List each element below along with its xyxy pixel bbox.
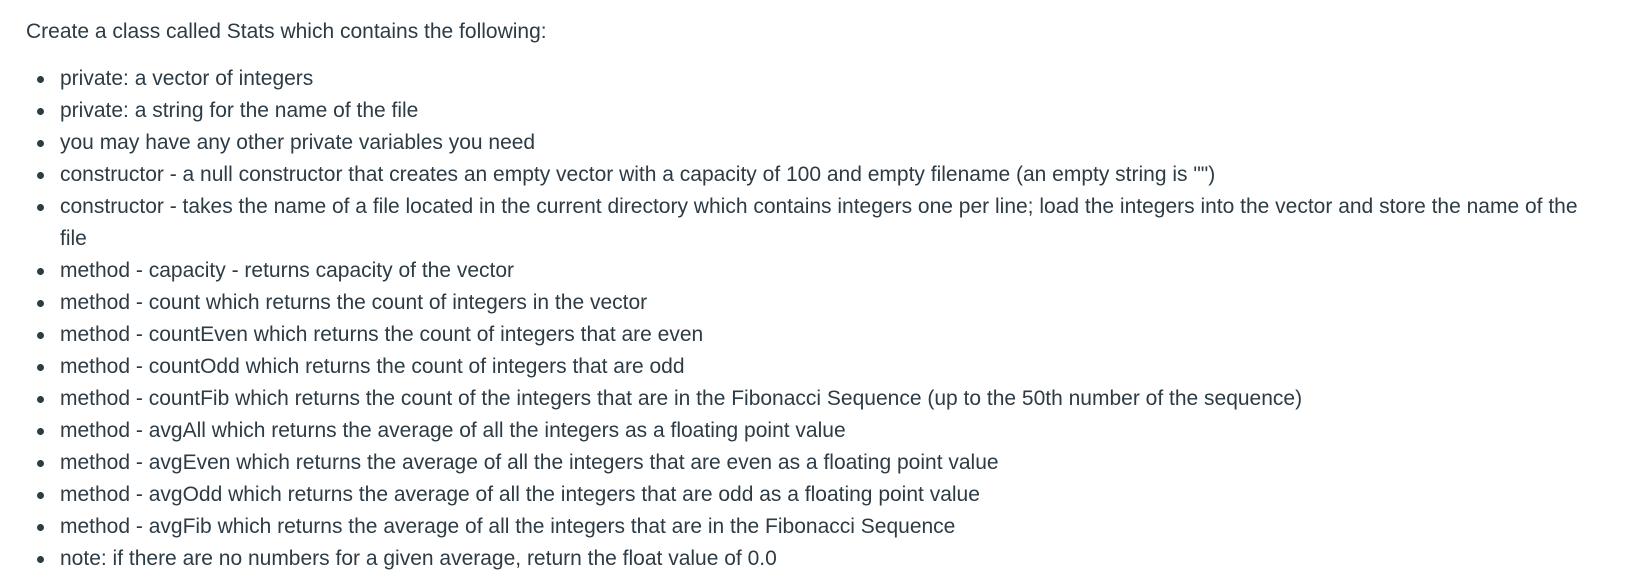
bullet-icon <box>37 172 44 179</box>
bullet-icon <box>37 76 44 83</box>
list-item <box>26 287 1606 319</box>
bullet-icon <box>37 108 44 115</box>
list-item <box>26 543 1606 575</box>
list-item <box>26 319 1606 351</box>
list-item-text: private: a string for the name of the file <box>60 99 419 122</box>
bullet-icon <box>37 140 44 147</box>
bullet-icon <box>37 300 44 307</box>
bullet-icon <box>37 428 44 435</box>
bullet-icon <box>37 460 44 467</box>
list-item-text: you may have any other private variables you need <box>60 131 536 154</box>
list-item <box>26 447 1606 479</box>
list-item-text: constructor - a null constructor that creates an empty vector with a capacity of 100 and empty filename (an empty string is "") <box>60 163 1216 186</box>
list-item-text: method - countOdd which returns the count of integers that are odd <box>60 355 685 378</box>
list-item-text: method - count which returns the count of integers in the vector <box>60 291 648 314</box>
list-item <box>26 415 1606 447</box>
list-item-text: method - countFib which returns the count of the integers that are in the Fibonacci Sequence (up to the 50th number of the sequence) <box>60 387 1303 410</box>
list-item <box>26 383 1606 415</box>
list-item-text: method - avgOdd which returns the average of all the integers that are odd as a floating point value <box>60 483 980 506</box>
list-item <box>26 95 1606 127</box>
list-item-text: method - avgAll which returns the average of all the integers as a floating point value <box>60 419 846 442</box>
list-item-text: constructor - takes the name of a file located in the current directory which contains integers one per line; load the integers into the vector and store the name of the file <box>60 195 1578 250</box>
list-item <box>26 191 1606 255</box>
bullet-icon <box>37 396 44 403</box>
assignment-intro: Create a class called Stats which contains the following: <box>26 20 547 43</box>
bullet-icon <box>37 364 44 371</box>
requirements-list <box>26 63 1606 575</box>
list-item <box>26 351 1606 383</box>
list-item-text: method - capacity - returns capacity of the vector <box>60 259 515 282</box>
bullet-icon <box>37 268 44 275</box>
list-item <box>26 63 1606 95</box>
list-item-text: method - countEven which returns the count of integers that are even <box>60 323 704 346</box>
list-item <box>26 127 1606 159</box>
bullet-icon <box>37 204 44 211</box>
list-item <box>26 255 1606 287</box>
list-item <box>26 159 1606 191</box>
bullet-icon <box>37 492 44 499</box>
list-item <box>26 511 1606 543</box>
list-item-text: method - avgFib which returns the average of all the integers that are in the Fibonacci Sequence <box>60 515 956 538</box>
assignment-content <box>26 16 1606 575</box>
list-item <box>26 479 1606 511</box>
list-item-text: private: a vector of integers <box>60 67 314 90</box>
bullet-icon <box>37 556 44 563</box>
list-item-text: method - avgEven which returns the average of all the integers that are even as a floating point value <box>60 451 999 474</box>
bullet-icon <box>37 524 44 531</box>
bullet-icon <box>37 332 44 339</box>
list-item-text: note: if there are no numbers for a given average, return the float value of 0.0 <box>60 547 777 570</box>
